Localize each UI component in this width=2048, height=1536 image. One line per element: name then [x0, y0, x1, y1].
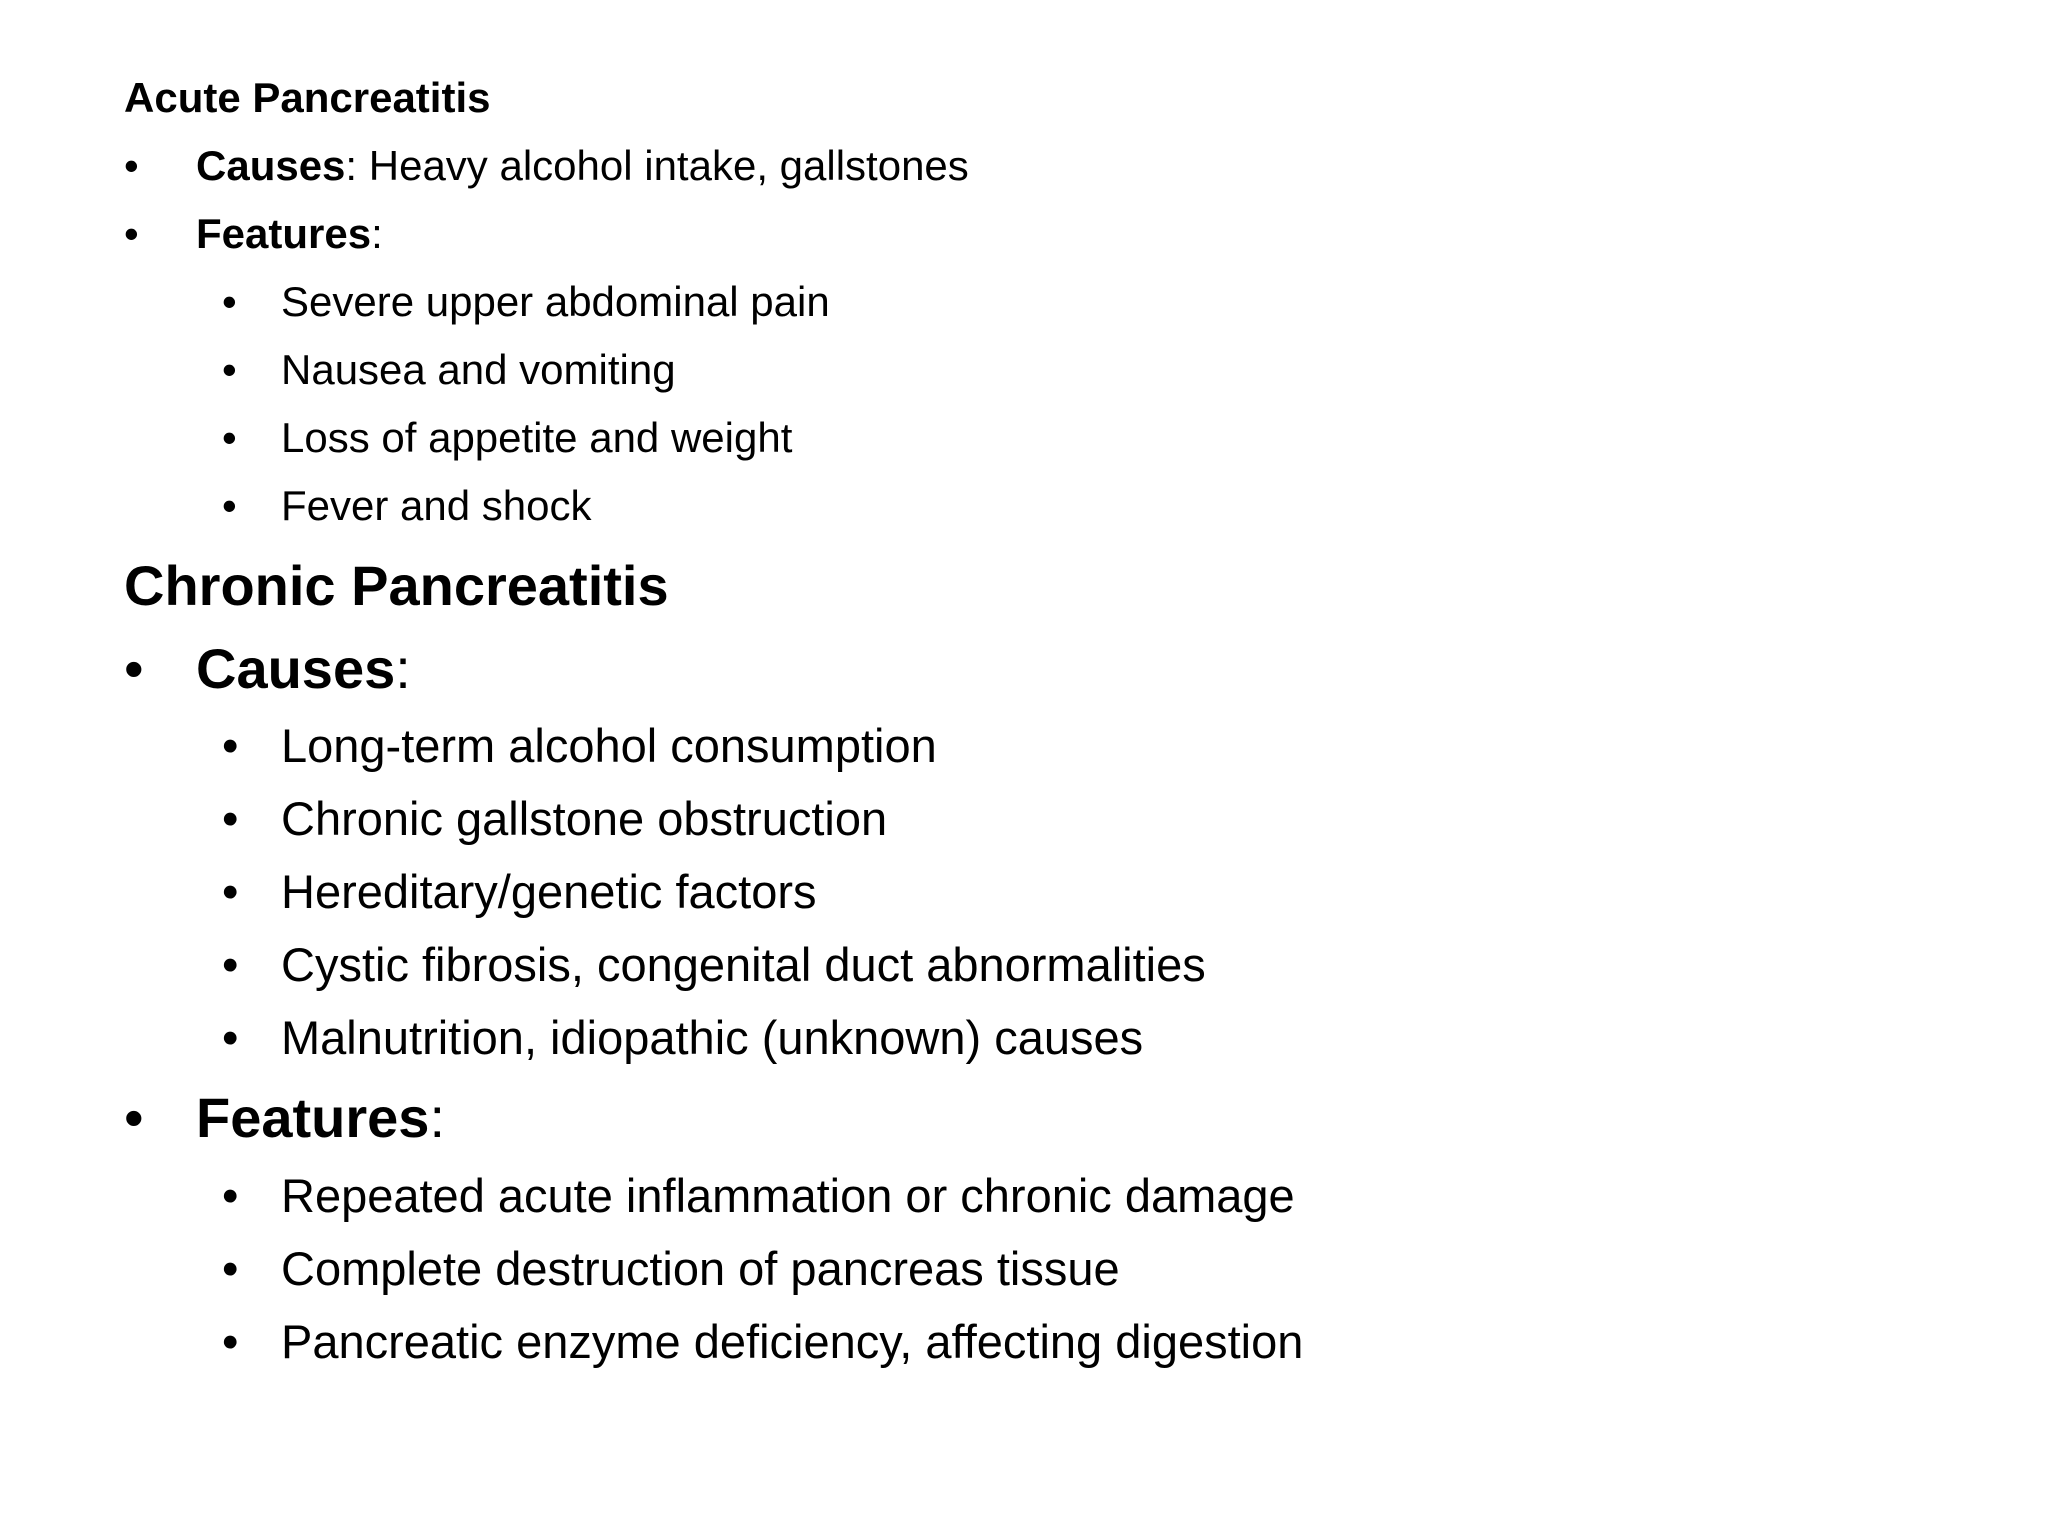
chronic-cause-item: Chronic gallstone obstruction — [281, 792, 888, 845]
bullet-icon: • — [222, 1011, 239, 1064]
bullet-icon: • — [222, 346, 237, 393]
acute-features-line — [196, 210, 383, 258]
bullet-icon: • — [124, 637, 144, 700]
chronic-features-label: Features — [196, 1086, 430, 1149]
bullet-icon: • — [222, 792, 239, 845]
acute-feature-item: Fever and shock — [281, 482, 592, 529]
acute-features-label: Features — [196, 210, 372, 257]
chronic-causes-label: Causes — [196, 637, 396, 700]
chronic-features-colon: : — [429, 1086, 445, 1149]
chronic-heading: Chronic Pancreatitis — [124, 554, 669, 617]
acute-features-colon: : — [371, 210, 383, 257]
bullet-icon: • — [124, 210, 139, 257]
bullet-icon: • — [222, 1315, 239, 1368]
bullet-icon: • — [222, 278, 237, 325]
bullet-icon: • — [222, 719, 239, 772]
chronic-causes-colon: : — [395, 637, 411, 700]
chronic-feature-item: Complete destruction of pancreas tissue — [281, 1242, 1120, 1295]
acute-causes-label: Causes — [196, 142, 346, 189]
chronic-features-line — [196, 1085, 445, 1150]
acute-heading: Acute Pancreatitis — [124, 74, 491, 121]
bullet-icon: • — [222, 482, 237, 529]
chronic-feature-item: Pancreatic enzyme deficiency, affecting digestion — [281, 1315, 1304, 1368]
chronic-cause-item: Hereditary/genetic factors — [281, 865, 817, 918]
acute-causes-text: Heavy alcohol intake, gallstones — [357, 142, 969, 189]
bullet-icon: • — [222, 865, 239, 918]
bullet-icon: • — [222, 938, 239, 991]
acute-feature-item: Nausea and vomiting — [281, 346, 676, 393]
bullet-icon: • — [124, 1086, 144, 1149]
chronic-cause-item: Cystic fibrosis, congenital duct abnormalities — [281, 938, 1206, 991]
bullet-icon: • — [222, 414, 237, 461]
acute-feature-item: Severe upper abdominal pain — [281, 278, 830, 325]
bullet-icon: • — [124, 142, 139, 189]
bullet-icon: • — [222, 1169, 239, 1222]
chronic-cause-item: Long-term alcohol consumption — [281, 719, 937, 772]
bullet-icon: • — [222, 1242, 239, 1295]
chronic-causes-line — [196, 636, 411, 701]
chronic-cause-item: Malnutrition, idiopathic (unknown) causes — [281, 1011, 1144, 1064]
chronic-feature-item: Repeated acute inflammation or chronic damage — [281, 1169, 1295, 1222]
acute-causes-line — [196, 142, 969, 190]
acute-causes-colon: : — [345, 142, 358, 189]
acute-feature-item: Loss of appetite and weight — [281, 414, 793, 461]
